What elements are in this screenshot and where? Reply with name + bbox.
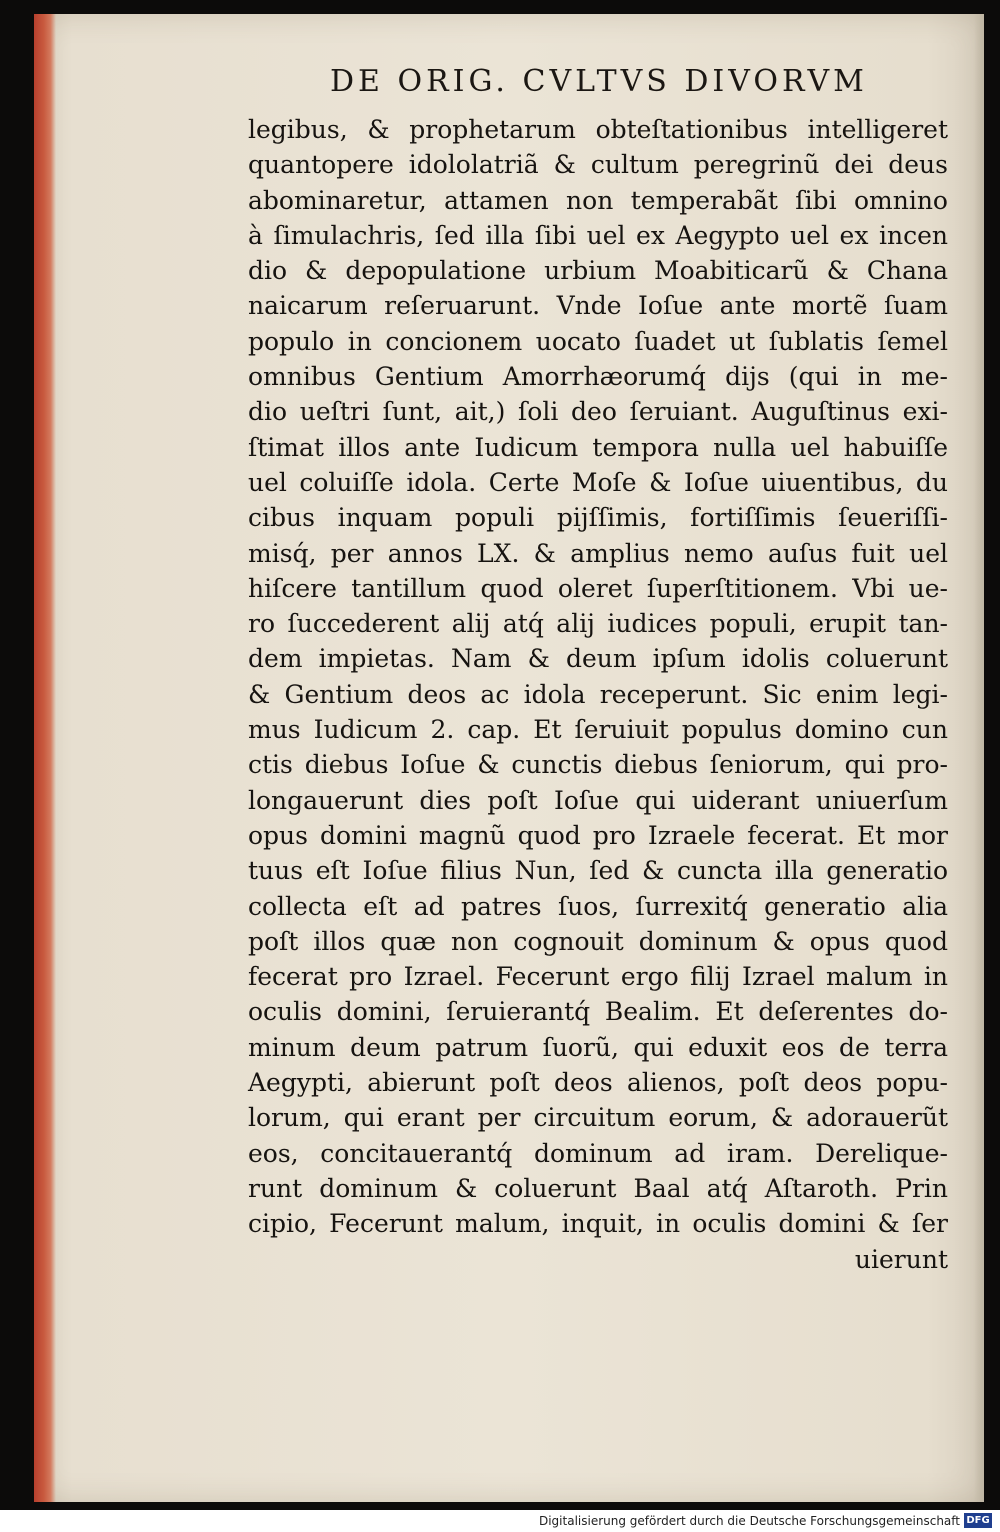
footer-credit: Digitalisierung gefördert durch die Deutsche Forschungsgemeinschaft (538, 1514, 960, 1528)
text-line: quantopere idololatriã & cultum peregrinũ dei deus (248, 150, 948, 180)
dfg-logo: DFG (964, 1513, 992, 1528)
text-line: ro ſuccederent alij atq́ alij iudices populi, erupit tan- (248, 609, 948, 639)
text-line: legibus, & prophetarum obteſtationibus intelligeret (248, 115, 948, 144)
text-line: eos, concitauerantq́ dominum ad iram. Derelique- (248, 1138, 948, 1168)
text-line: à ſimulachris, ſed illa ſibi uel ex Aegypto uel ex incen (248, 220, 948, 250)
text-line: naicarum reſeruarunt. Vnde Ioſue ante mortẽ ſuam (248, 291, 948, 321)
text-line: tuus eſt Ioſue filius Nun, ſed & cuncta illa generatio (248, 856, 948, 886)
text-line: omnibus Gentium Amorrhæorumq́ dijs (qui in me- (248, 362, 948, 392)
text-line: fecerat pro Izrael. Fecerunt ergo filij Izrael malum in (248, 962, 948, 992)
text-line: minum deum patrum ſuorũ, qui eduxit eos de terra (248, 1032, 948, 1062)
text-line: cipio, Fecerunt malum, inquit, in oculis domini & ſer (248, 1209, 948, 1239)
text-line: ctis diebus Ioſue & cunctis diebus ſeniorum, qui pro- (248, 750, 948, 780)
running-head: DE ORIG. CVLTVS DIVORVM (330, 64, 868, 99)
catchword: uierunt (854, 1244, 948, 1274)
footer-bar (0, 1510, 1000, 1532)
text-line: dio ueſtri ſunt, ait,) ſoli deo ſeruiant. Auguſtinus exi- (248, 397, 948, 427)
text-line: dio & depopulatione urbium Moabiticarũ & Chana (248, 256, 948, 286)
text-line: misq́, per annos LX. & amplius nemo auſus fuit uel (248, 538, 948, 568)
page-gutter-shadow (974, 14, 984, 1502)
text-line: cibus inquam populi pijſſimis, fortiſſimis ſeueriſſi- (248, 503, 948, 533)
text-line: abominaretur, attamen non temperabãt ſibi omnino (248, 185, 948, 215)
text-line: populo in concionem uocato ſuadet ut ſublatis ſemel (248, 326, 948, 356)
text-line: runt dominum & coluerunt Baal atq́ Aſtaroth. Prin (248, 1173, 948, 1203)
text-line: lorum, qui erant per circuitum eorum, & adorauerũt (248, 1103, 948, 1133)
text-line: oculis domini, ſeruierantq́ Bealim. Et deſerentes do- (248, 997, 948, 1027)
text-line: mus Iudicum 2. cap. Et ſeruiuit populus domino cun (248, 715, 948, 745)
text-line: opus domini magnũ quod pro Izraele fecerat. Et mor (248, 820, 948, 850)
red-page-edge (34, 14, 56, 1502)
text-line: ſtimat illos ante Iudicum tempora nulla uel habuiſſe (248, 432, 948, 462)
text-line: poſt illos quæ non cognouit dominum & opus quod (248, 926, 948, 956)
text-line: longauerunt dies poſt Ioſue qui uiderant uniuerſum (248, 785, 948, 815)
text-line: dem impietas. Nam & deum ipſum idolis coluerunt (248, 644, 948, 674)
text-line: hiſcere tantillum quod oleret ſuperſtitionem. Vbi ue- (248, 573, 948, 603)
text-line: uel coluiſſe idola. Certe Moſe & Ioſue uiuentibus, du (248, 467, 948, 497)
text-block (248, 112, 948, 1277)
text-line: collecta eſt ad patres ſuos, ſurrexitq́ generatio alia (248, 891, 948, 921)
text-line: Aegypti, abierunt poſt deos alienos, poſt deos popu- (248, 1068, 948, 1098)
text-line: & Gentium deos ac idola receperunt. Sic enim legi- (248, 679, 948, 709)
